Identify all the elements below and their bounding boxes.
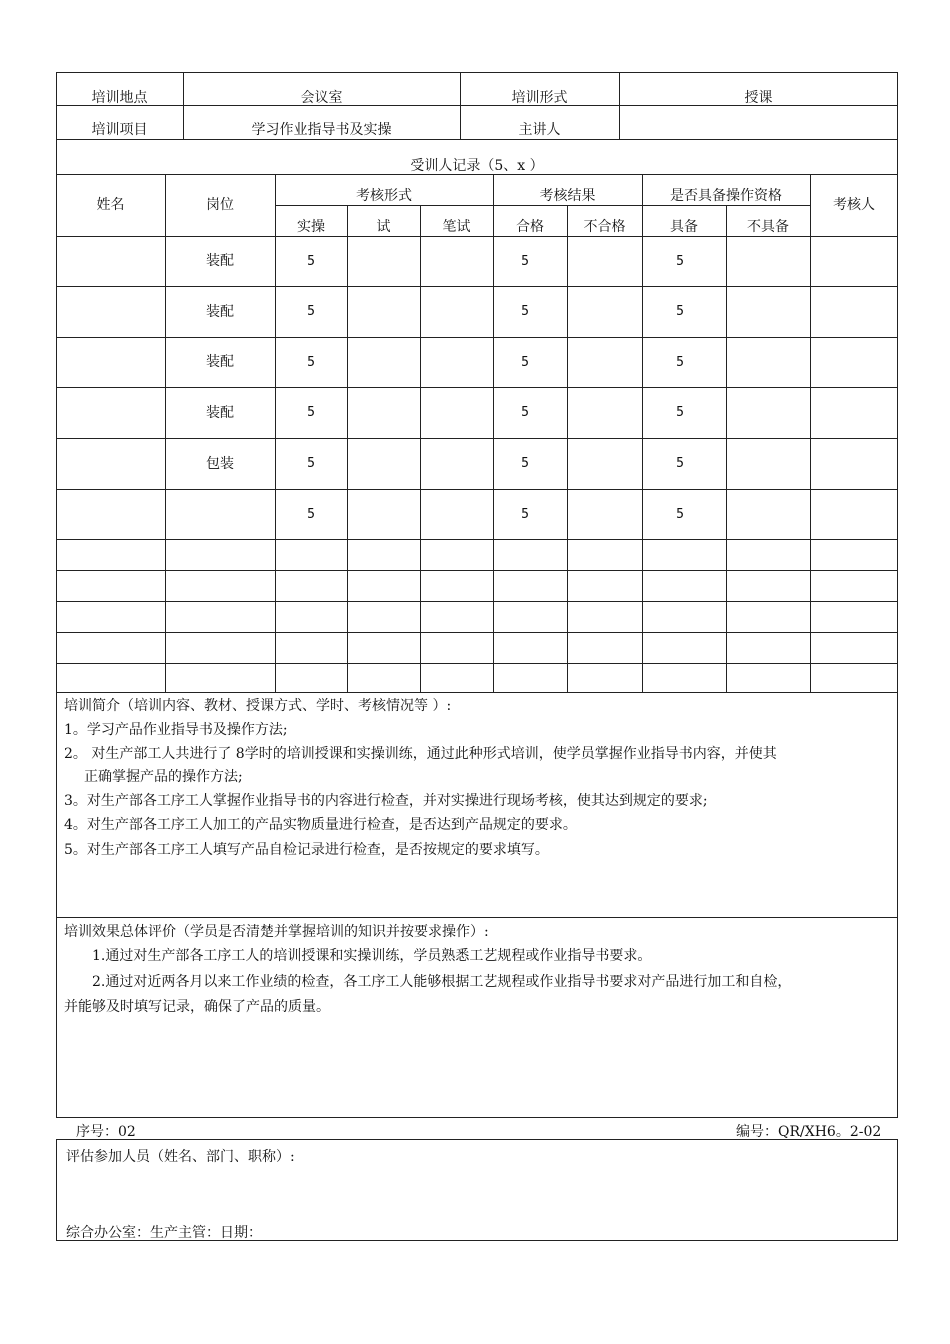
form-label: 培训形式: [511, 90, 568, 106]
col-post: 岗位: [206, 197, 234, 213]
col-qualified: 具备: [670, 219, 698, 235]
evaluation-item: 2.通过对近两各月以来工作业绩的检查，各工序工人能够根据工艺规程或作业指导书要求对产品进行加工和自检，: [92, 974, 792, 990]
col-exam-result: 考核结果: [539, 188, 596, 204]
rule: [56, 489, 898, 490]
row-post: 装配: [206, 253, 234, 269]
row-pass: 5: [521, 506, 529, 522]
evaluation-title: 培训效果总体评价（学员是否清楚并掌握培训的知识并按要求操作）:: [64, 924, 489, 940]
row-post: 装配: [206, 354, 234, 370]
summary-item: 正确掌握产品的操作方法;: [84, 769, 243, 785]
signoff-line: 综合办公室：生产主管：日期：: [66, 1225, 262, 1241]
summary-item: 2。 对生产部工人共进行了 8学时的培训授课和实操训练，通过此种形式培训，使学员掌握作业指导书内容，并使其: [64, 746, 777, 762]
rule: [567, 205, 568, 692]
row-practical: 5: [307, 253, 315, 269]
row-pass: 5: [521, 456, 529, 471]
rule: [56, 632, 898, 633]
document-code: 编号：QR/XH6。2-02: [736, 1124, 882, 1140]
row-pass: 5: [521, 354, 529, 370]
row-qualified: 5: [676, 354, 684, 370]
row-practical: 5: [307, 456, 315, 471]
lecturer-value: [619, 118, 898, 142]
evaluation-item: 1.通过对生产部各工序工人的培训授课和实操训练，学员熟悉工艺规程或作业指导书要求。: [92, 948, 652, 964]
row-qualified: 5: [676, 304, 684, 319]
row-post: 装配: [206, 303, 234, 320]
rule: [810, 174, 811, 692]
row-practical: 5: [307, 304, 315, 319]
rule: [56, 692, 898, 693]
project-label: 培训项目: [91, 122, 148, 138]
rule: [347, 205, 348, 692]
row-pass: 5: [521, 405, 529, 420]
assessors-label: 评估参加人员（姓名、部门、职称）:: [66, 1149, 295, 1165]
rule: [420, 205, 421, 692]
row-post: 包装: [206, 455, 234, 472]
col-oral: 试: [376, 219, 391, 235]
col-practical: 实操: [297, 219, 325, 235]
project-value: 学习作业指导书及实操: [251, 122, 392, 138]
evaluation-item: 并能够及时填写记录，确保了产品的质量。: [64, 999, 330, 1015]
location-value: 会议室: [300, 90, 343, 106]
row-pass: 5: [521, 304, 529, 319]
row-practical: 5: [307, 354, 315, 370]
summary-title: 培训简介（培训内容、教材、授课方式、学时、考核情况等 ）:: [64, 698, 452, 714]
rule: [56, 601, 898, 602]
row-post: 装配: [206, 404, 234, 421]
rule: [726, 205, 727, 692]
rule: [56, 539, 898, 540]
col-not-qualified: 不具备: [747, 219, 789, 235]
serial-number: 序号：02: [76, 1124, 136, 1140]
row-practical: 5: [307, 506, 315, 522]
trainee-record-title: 受训人记录（5、x ）: [410, 158, 544, 174]
summary-item: 4。对生产部各工序工人加工的产品实物质量进行检查，是否达到产品规定的要求。: [64, 817, 577, 833]
col-written: 笔试: [442, 219, 471, 235]
col-pass: 合格: [516, 219, 544, 235]
col-qualification: 是否具备操作资格: [670, 188, 782, 204]
col-name: 姓名: [96, 197, 125, 213]
rule: [56, 917, 898, 918]
rule: [56, 663, 898, 664]
col-fail: 不合格: [583, 219, 626, 235]
row-qualified: 5: [676, 405, 684, 420]
form-value: 授课: [744, 90, 773, 106]
col-exam-form: 考核形式: [356, 188, 412, 204]
rule: [56, 570, 898, 571]
row-qualified: 5: [676, 253, 684, 269]
summary-item: 3。对生产部各工序工人掌握作业指导书的内容进行检查，并对实操进行现场考核，使其达到规定的要求;: [64, 793, 708, 809]
row-qualified: 5: [676, 506, 684, 522]
location-label: 培训地点: [91, 90, 148, 106]
summary-item: 5。对生产部各工序工人填写产品自检记录进行检查，是否按规定的要求填写。: [64, 842, 549, 858]
row-qualified: 5: [676, 456, 684, 471]
summary-item: 1。学习产品作业指导书及操作方法;: [64, 722, 288, 738]
row-pass: 5: [521, 253, 529, 269]
row-practical: 5: [307, 405, 315, 420]
col-examiner: 考核人: [833, 197, 875, 213]
lecturer-label: 主讲人: [518, 122, 561, 138]
